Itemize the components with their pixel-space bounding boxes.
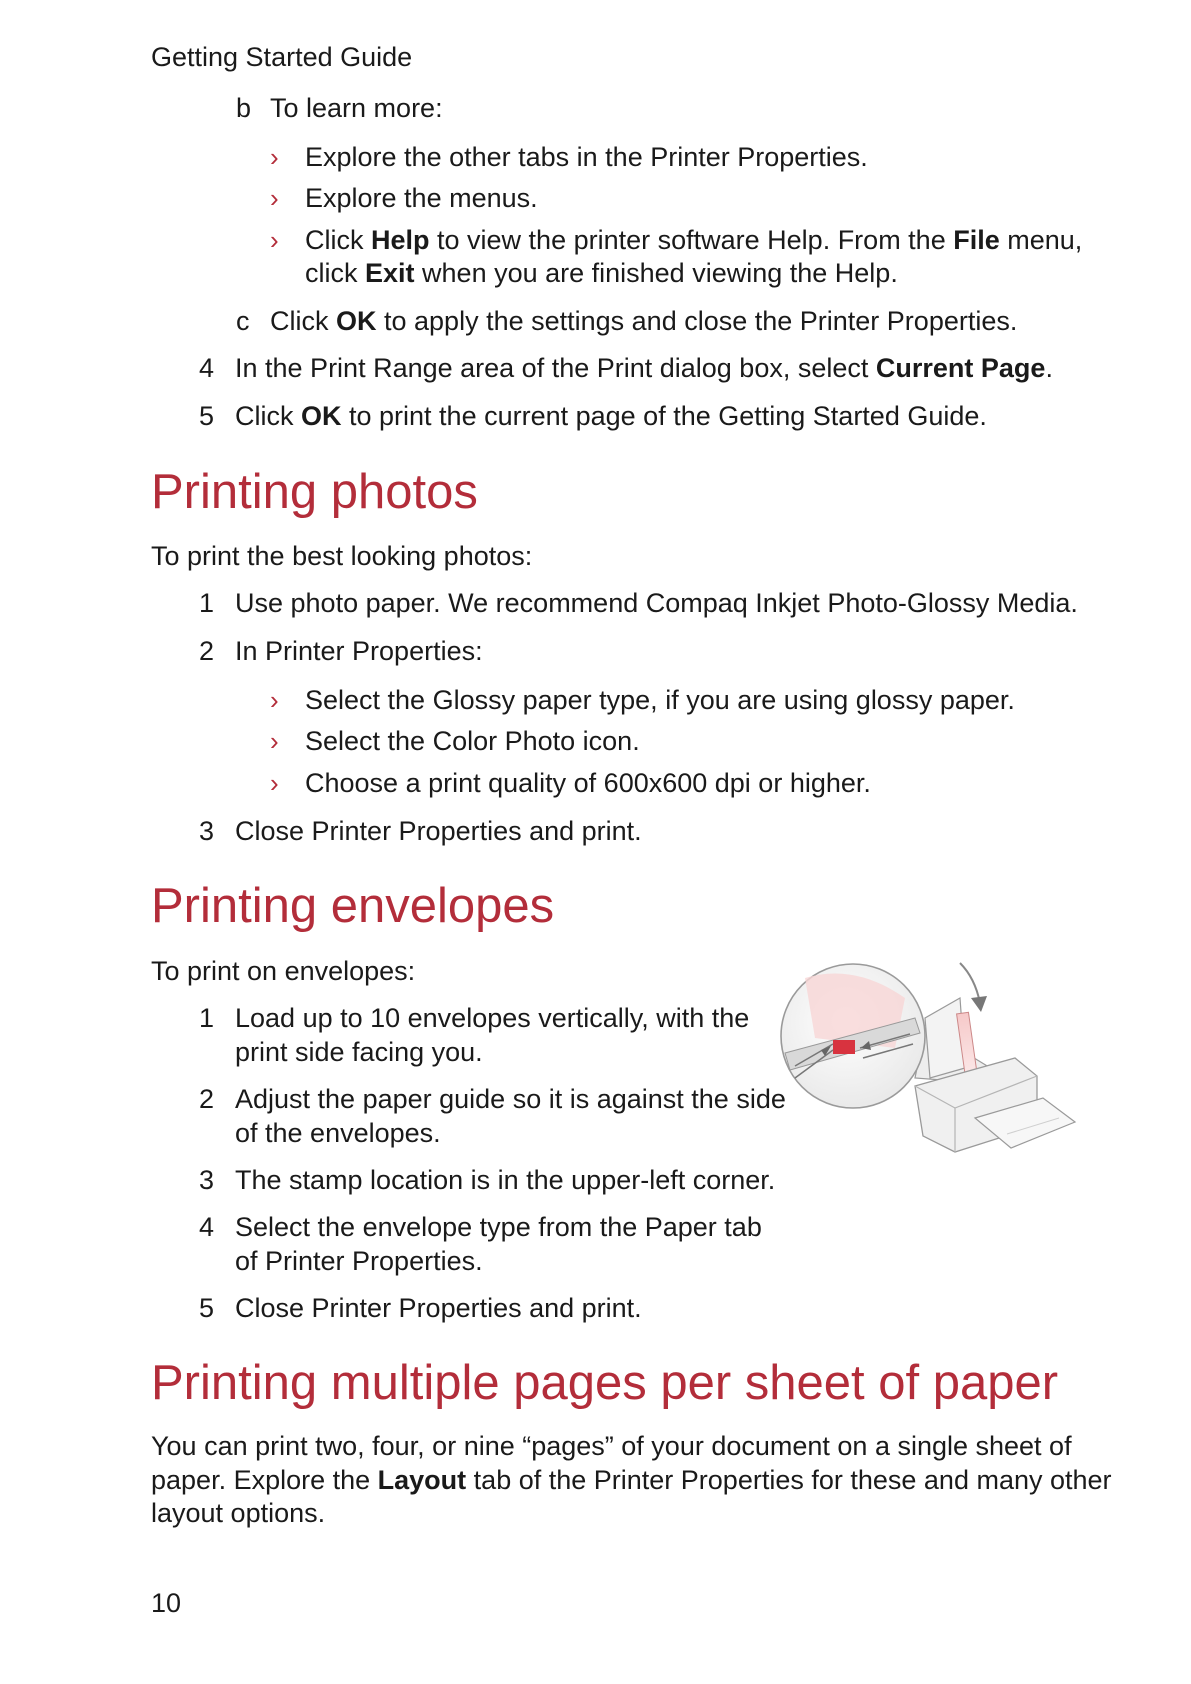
ui-term-layout: Layout xyxy=(377,1465,467,1495)
photos-step-2: In Printer Properties: xyxy=(235,636,483,666)
step-number: 1 xyxy=(199,1003,215,1033)
text-run: click xyxy=(305,258,365,288)
step-number: 4 xyxy=(199,1212,215,1242)
envelopes-step-5: Close Printer Properties and print. xyxy=(235,1293,642,1323)
text-run: tab of the Printer Properties for these and many other xyxy=(466,1465,1112,1495)
ui-term-current-page: Current Page xyxy=(875,353,1046,383)
envelopes-step-4-line2: of Printer Properties. xyxy=(235,1246,483,1276)
text-run: to apply the settings and close the Printer Properties. xyxy=(376,306,1018,336)
text-run: paper. Explore the xyxy=(151,1465,378,1495)
multipage-para-line1: You can print two, four, or nine “pages” of your document on a single sheet of xyxy=(151,1431,1072,1461)
envelopes-step-4: Select the envelope type from the Paper tab xyxy=(235,1212,762,1242)
text-run: Click xyxy=(305,225,371,255)
page-number: 10 xyxy=(151,1588,182,1618)
chevron-right-icon: › xyxy=(270,726,279,756)
step-letter-b: b xyxy=(236,93,252,123)
step-b-text: To learn more: xyxy=(270,93,443,123)
chevron-right-icon: › xyxy=(270,183,279,213)
step-number-4: 4 xyxy=(199,353,215,383)
text-run: Click xyxy=(235,401,301,431)
bullet-tabs: Explore the other tabs in the Printer Properties. xyxy=(305,142,868,172)
heading-printing-photos: Printing photos xyxy=(151,465,478,519)
step-c-text xyxy=(270,305,1017,338)
heading-printing-envelopes: Printing envelopes xyxy=(151,879,555,933)
envelopes-intro: To print on envelopes: xyxy=(151,956,416,986)
step-5-text xyxy=(235,400,987,433)
photos-bullet-quality: Choose a print quality of 600x600 dpi or higher. xyxy=(305,768,871,798)
envelopes-step-3: The stamp location is in the upper-left corner. xyxy=(235,1165,776,1195)
bullet-menus: Explore the menus. xyxy=(305,183,538,213)
envelopes-step-1-line2: print side facing you. xyxy=(235,1037,483,1067)
step-4-text xyxy=(235,352,1053,385)
step-number-5: 5 xyxy=(199,401,215,431)
chevron-right-icon: › xyxy=(270,142,279,172)
step-number: 2 xyxy=(199,636,215,666)
running-head: Getting Started Guide xyxy=(151,42,413,72)
text-run: In the Print Range area of the Print dialog box, select xyxy=(235,353,876,383)
envelopes-step-2-line2: of the envelopes. xyxy=(235,1118,441,1148)
photos-step-3: Close Printer Properties and print. xyxy=(235,816,642,846)
photos-intro: To print the best looking photos: xyxy=(151,541,533,571)
multipage-para-line2 xyxy=(151,1464,1112,1497)
text-run: Click xyxy=(270,306,336,336)
envelopes-step-1: Load up to 10 envelopes vertically, with the xyxy=(235,1003,750,1033)
heading-printing-multiple-pages: Printing multiple pages per sheet of paper xyxy=(151,1356,1059,1410)
chevron-right-icon: › xyxy=(270,225,279,255)
text-run: menu, xyxy=(999,225,1083,255)
step-number: 1 xyxy=(199,588,215,618)
photos-bullet-color: Select the Color Photo icon. xyxy=(305,726,640,756)
ui-term-file: File xyxy=(953,225,1000,255)
text-run: when you are finished viewing the Help. xyxy=(414,258,898,288)
text-run: to view the printer software Help. From the xyxy=(429,225,954,255)
bullet-help-line2 xyxy=(305,257,898,290)
chevron-right-icon: › xyxy=(270,768,279,798)
bullet-help xyxy=(305,224,1082,257)
step-number: 5 xyxy=(199,1293,215,1323)
step-number: 3 xyxy=(199,1165,215,1195)
step-letter-c: c xyxy=(236,306,250,336)
photos-bullet-glossy: Select the Glossy paper type, if you are using glossy paper. xyxy=(305,685,1015,715)
arrow-down-icon xyxy=(960,963,980,1003)
ui-term-exit: Exit xyxy=(365,258,415,288)
printer-body xyxy=(915,998,1075,1152)
step-number: 2 xyxy=(199,1084,215,1114)
ui-term-help: Help xyxy=(371,225,430,255)
chevron-right-icon: › xyxy=(270,685,279,715)
text-run: . xyxy=(1045,353,1053,383)
photos-step-1: Use photo paper. We recommend Compaq Inkjet Photo-Glossy Media. xyxy=(235,588,1078,618)
arrow-head-icon xyxy=(971,996,987,1012)
text-run: to print the current page of the Getting Started Guide. xyxy=(341,401,987,431)
printer-envelope-illustration xyxy=(775,958,1081,1154)
step-number: 3 xyxy=(199,816,215,846)
ui-term-ok: OK xyxy=(301,401,342,431)
envelopes-step-2: Adjust the paper guide so it is against the side xyxy=(235,1084,786,1114)
ui-term-ok: OK xyxy=(336,306,377,336)
multipage-para-line3: layout options. xyxy=(151,1498,326,1528)
